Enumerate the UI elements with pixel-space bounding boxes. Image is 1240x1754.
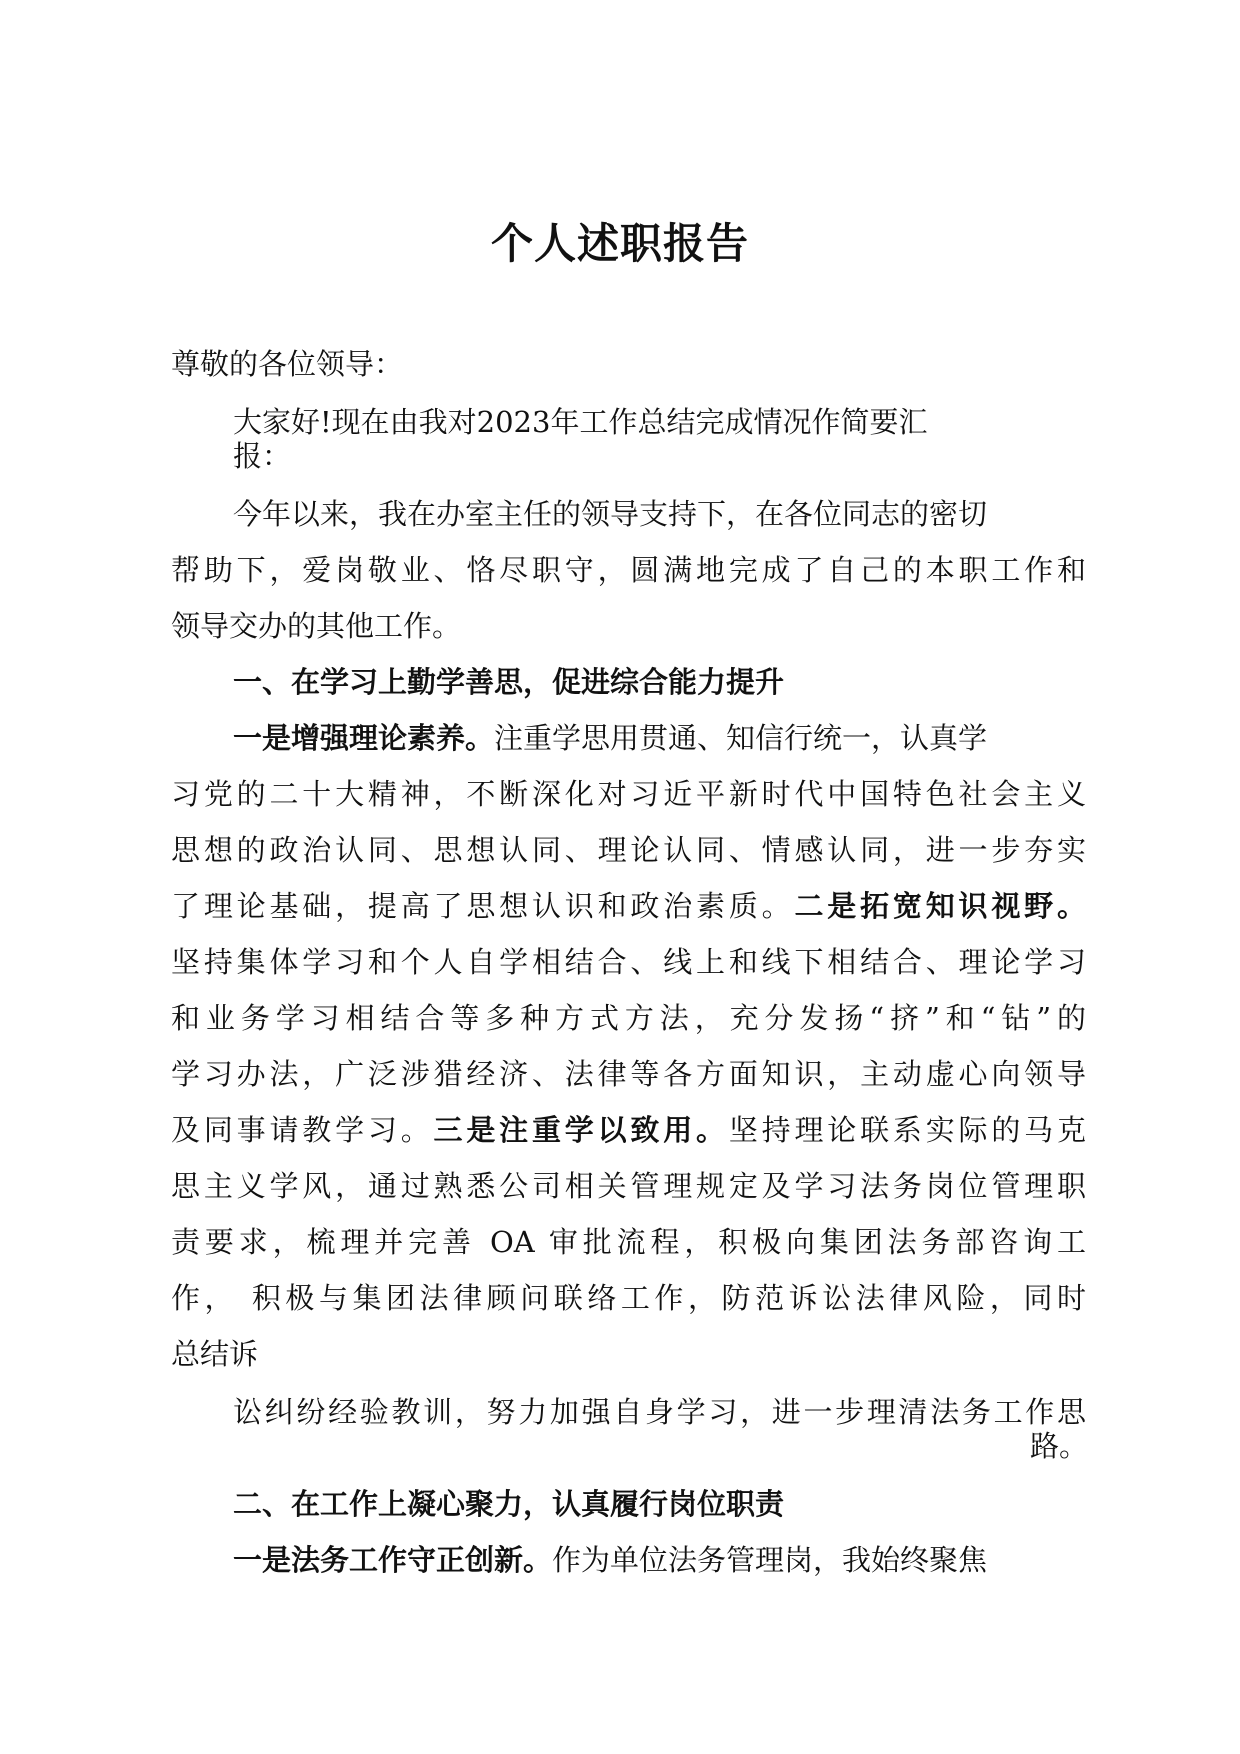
intro-line-2: 报： <box>233 439 292 473</box>
section-1-line-5: 坚持集体学习和个人自学相结合、线上和线下相结合、理论学习 <box>171 945 1086 979</box>
section-2-point-1-text: 作为单位法务管理岗，我始终聚焦 <box>552 1543 988 1577</box>
section-1-line-10: 责要求，梳理并完善 OA 审批流程，积极向集团法务部咨询工 <box>171 1225 1086 1259</box>
intro-line-1: 大家好!现在由我对2023年工作总结完成情况作简要汇 <box>233 405 928 439</box>
paragraph-1-line-1: 今年以来，我在办室主任的领导支持下，在各位同志的密切 <box>233 497 988 531</box>
section-1-line-2: 习党的二十大精神，不断深化对习近平新时代中国特色社会主义 <box>171 777 1086 811</box>
paragraph-1-line-3: 领导交办的其他工作。 <box>171 609 462 643</box>
section-1-line-13: 讼纠纷经验教训，努力加强自身学习，进一步理清法务工作思 <box>233 1395 1086 1429</box>
point-2-text-end: 及同事请教学习。 <box>171 1113 434 1147</box>
point-3-text: 坚持理论联系实际的马克 <box>728 1113 1086 1147</box>
document-title: 个人述职报告 <box>490 219 749 268</box>
section-1-heading: 一、在学习上勤学善思，促进综合能力提升 <box>233 665 785 699</box>
point-1-text: 注重学思用贯通、知信行统一，认真学 <box>494 721 988 755</box>
point-1-text-end: 了理论基础，提高了思想认识和政治素质。 <box>171 889 795 923</box>
section-1-line-3: 思想的政治认同、思想认同、理论认同、情感认同，进一步夯实 <box>171 833 1086 867</box>
section-1-line-8 <box>171 1110 1086 1150</box>
section-1-line-6: 和业务学习相结合等多种方式方法，充分发扬“挤”和“钻”的 <box>171 1001 1086 1035</box>
section-1-line-4 <box>171 886 1086 926</box>
section-1-line-7: 学习办法，广泛涉猎经济、法律等各方面知识，主动虚心向领导 <box>171 1057 1086 1091</box>
point-2-label: 二是拓宽知识视野。 <box>794 889 1086 923</box>
section-1-line-12: 总结诉 <box>171 1337 259 1371</box>
point-3-label: 三是注重学以致用。 <box>433 1113 729 1147</box>
section-1-line-14: 路。 <box>1030 1429 1089 1463</box>
paragraph-1-line-2: 帮助下，爱岗敬业、恪尽职守，圆满地完成了自己的本职工作和 <box>171 553 1086 587</box>
section-2-line-1 <box>233 1540 987 1580</box>
section-2-heading: 二、在工作上凝心聚力，认真履行岗位职责 <box>233 1487 785 1521</box>
section-1-line-9: 思主义学风，通过熟悉公司相关管理规定及学习法务岗位管理职 <box>171 1169 1086 1203</box>
salutation: 尊敬的各位领导： <box>171 347 404 381</box>
section-1-line-11: 作， 积极与集团法律顾问联络工作，防范诉讼法律风险，同时 <box>171 1281 1086 1315</box>
section-1-line-1 <box>233 718 987 758</box>
section-2-point-1-label: 一是法务工作守正创新。 <box>233 1543 553 1577</box>
point-1-label: 一是增强理论素养。 <box>233 721 495 755</box>
